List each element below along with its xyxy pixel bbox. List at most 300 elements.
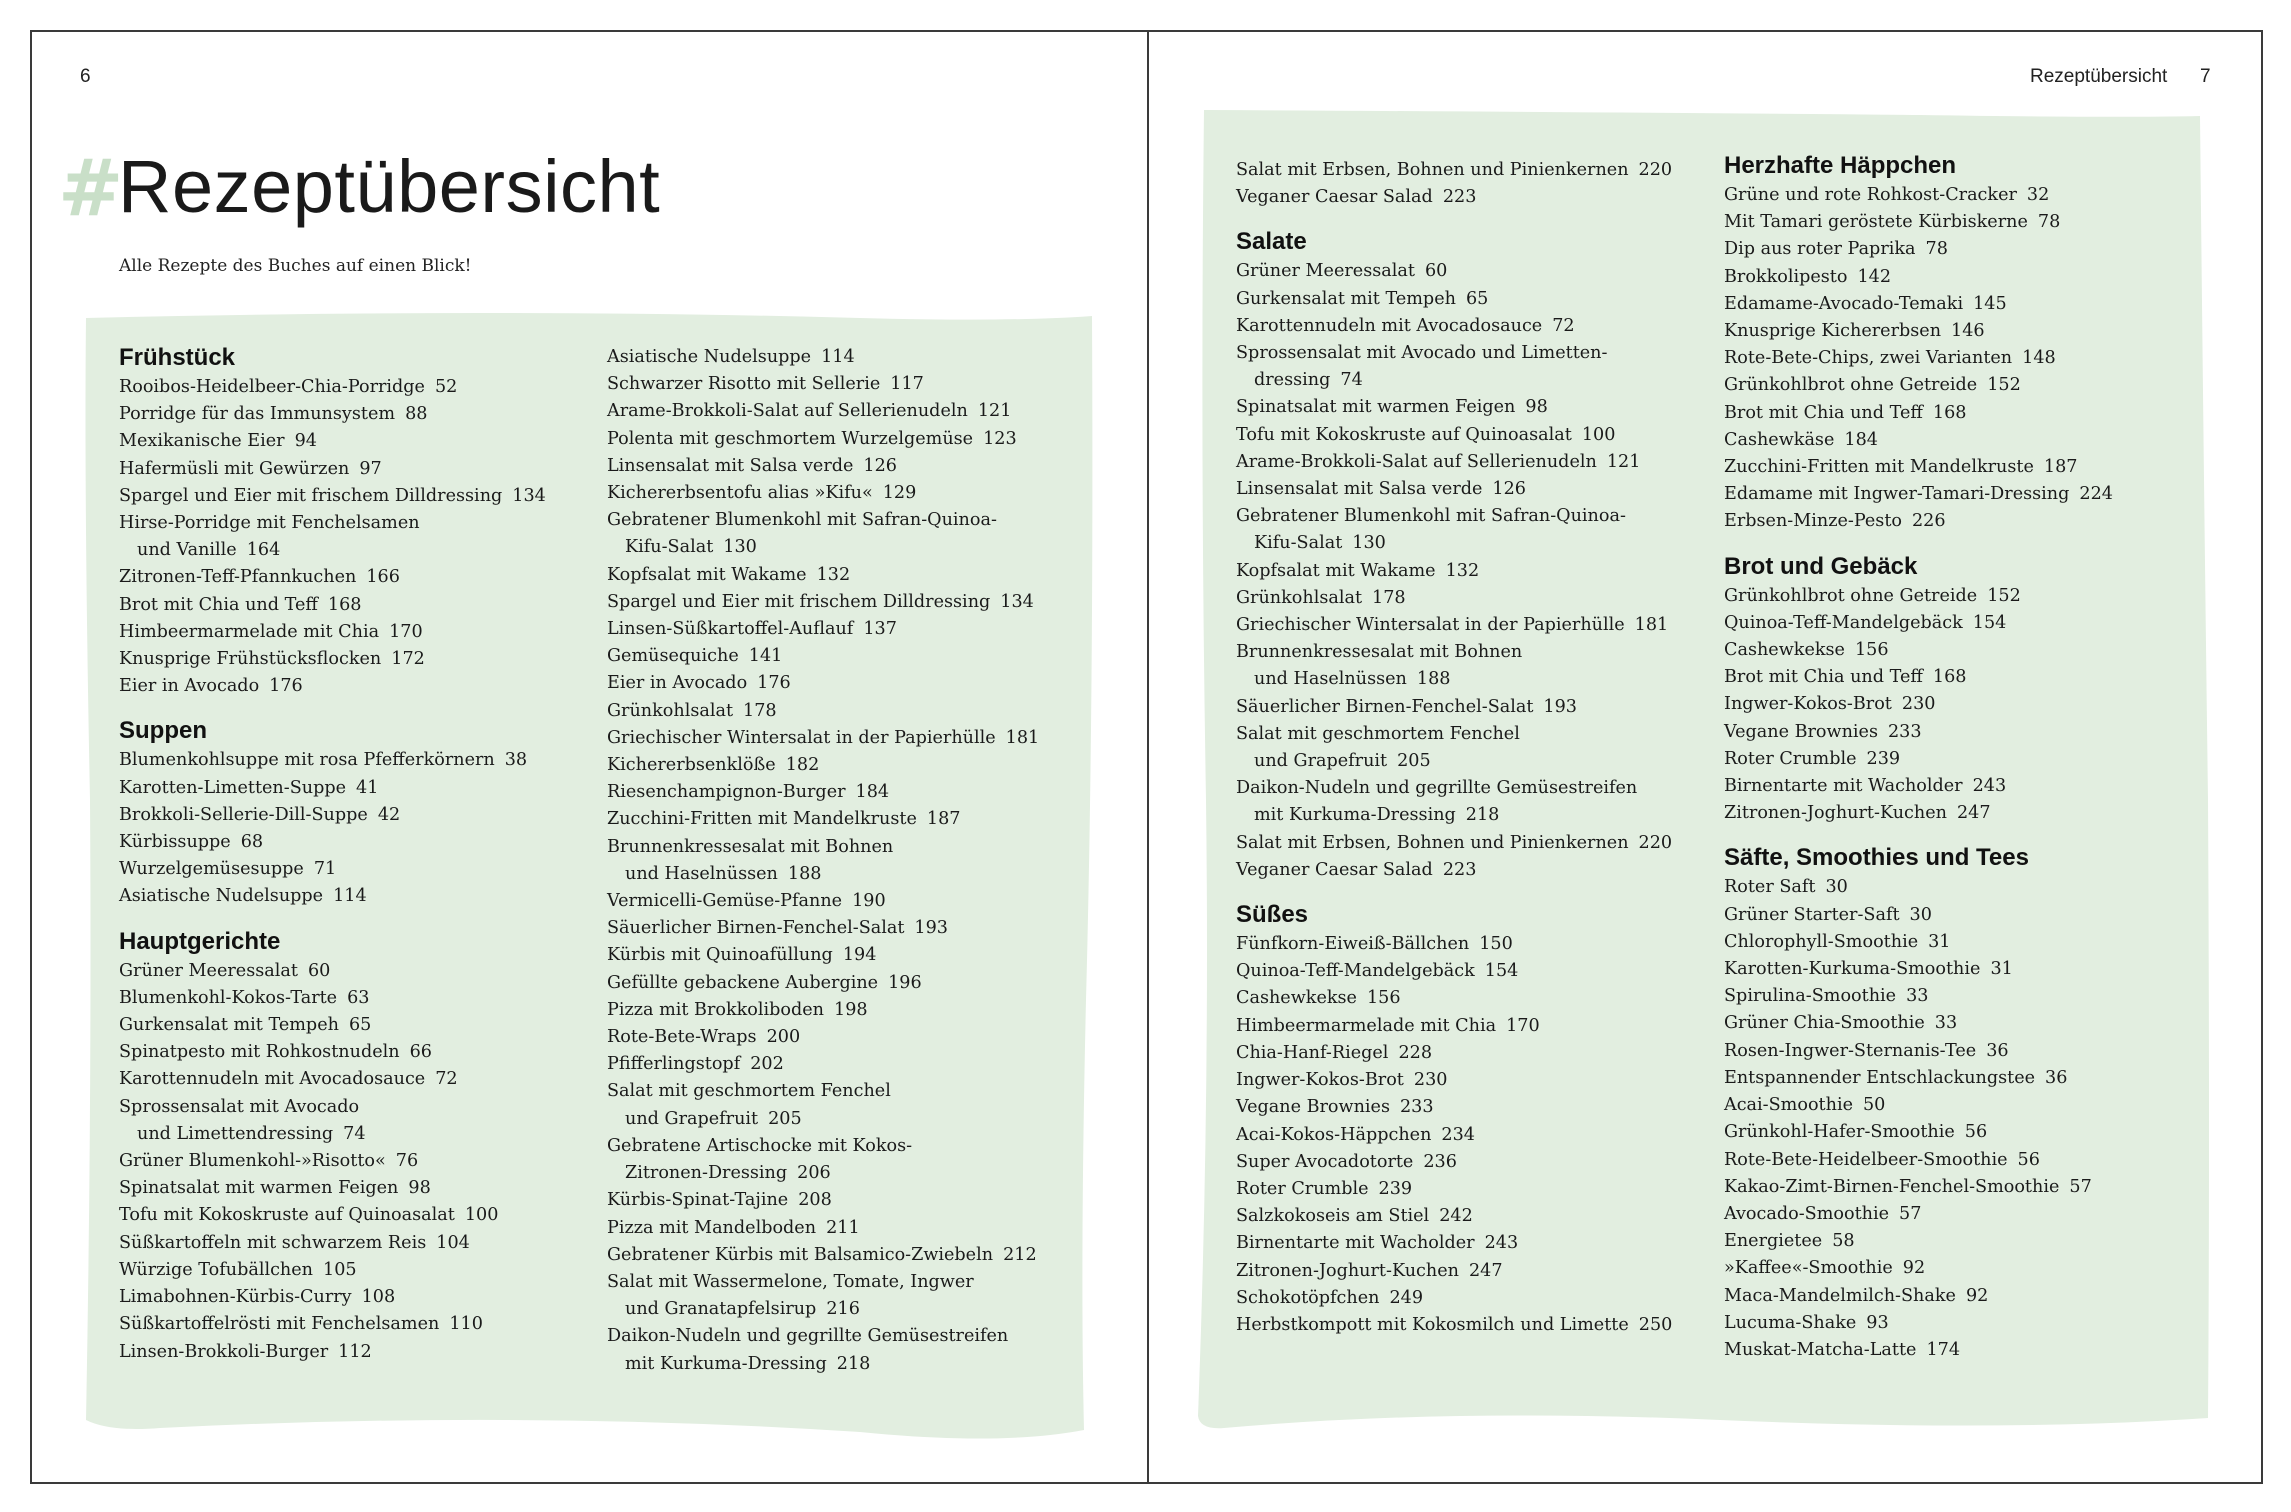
recipe-name-text: Zucchini-Fritten mit Mandelkruste — [1724, 457, 2034, 478]
recipe-name-text: Birnentarte mit Wacholder — [1724, 776, 1963, 797]
recipe-name-text: Schwarzer Risotto mit Sellerie — [607, 374, 881, 395]
page-reference: 181 — [1005, 727, 1040, 748]
recipe-name-text: Süßkartoffelrösti mit Fenchelsamen — [119, 1314, 440, 1335]
recipe-name — [1724, 803, 1991, 823]
recipe-name-text: Chlorophyll-Smoothie — [1724, 931, 1919, 952]
recipe-name — [1236, 425, 1615, 445]
recipe-name — [1724, 986, 1928, 1006]
page-reference: 194 — [842, 945, 877, 966]
index-entry — [607, 1187, 1077, 1214]
page-reference: 168 — [327, 594, 362, 615]
recipe-name — [607, 755, 819, 775]
recipe-name-text: Riesenchampignon-Burger — [607, 782, 846, 803]
recipe-name-text: Entspannender Entschlackungstee — [1724, 1067, 2036, 1088]
recipe-name-text: Kürbis-Spinat-Tajine — [607, 1190, 789, 1211]
recipe-name — [1724, 877, 1848, 897]
recipe-name-text: Zitronen-Joghurt-Kuchen — [1236, 1260, 1459, 1281]
index-entry — [607, 970, 1077, 997]
recipe-name — [607, 374, 924, 394]
recipe-name-text: Knusprige Kichererbsen — [1724, 321, 1942, 342]
page-reference: 198 — [834, 999, 868, 1020]
index-entry — [1724, 1337, 2194, 1364]
recipe-name — [1236, 1179, 1412, 1199]
page-reference: 132 — [1445, 560, 1480, 581]
index-entry — [1724, 1283, 2194, 1310]
recipe-name — [119, 1178, 431, 1198]
page-reference: 170 — [1506, 1015, 1540, 1036]
recipe-name — [1236, 961, 1518, 981]
recipe-name-text: Veganer Caesar Salad — [1236, 187, 1433, 208]
index-entry — [1236, 1040, 1706, 1067]
page-reference: 72 — [435, 1069, 458, 1090]
recipe-name-text: Limabohnen-Kürbis-Curry — [119, 1287, 352, 1308]
page-reference: 60 — [307, 960, 331, 981]
page-reference: 223 — [1442, 859, 1477, 880]
recipe-name-text: Vegane Brownies — [1236, 1097, 1390, 1118]
recipe-name-text: Avocado-Smoothie — [1724, 1203, 1890, 1224]
recipe-name: Salat mit geschmortem Fenchel — [607, 1081, 891, 1102]
recipe-name — [1724, 1258, 1925, 1278]
recipe-name-text: Brot mit Chia und Teff — [119, 594, 318, 615]
index-entry — [1236, 721, 1706, 775]
recipe-name-text: Wurzelgemüsesuppe — [119, 859, 304, 880]
recipe-name-text: Hafermüsli mit Gewürzen — [119, 458, 350, 479]
recipe-name-text: Quinoa-Teff-Mandelgebäck — [1236, 961, 1475, 982]
recipe-name — [119, 649, 425, 669]
index-entry — [119, 401, 589, 428]
index-entry — [1724, 583, 2194, 610]
page-reference: 247 — [1468, 1260, 1503, 1281]
index-column-right-2 — [1724, 152, 2194, 1381]
recipe-name-text: Ingwer-Kokos-Brot — [1724, 694, 1892, 715]
index-entry — [1724, 1147, 2194, 1174]
recipe-name-text: Grünkohlsalat — [607, 700, 734, 721]
recipe-name — [607, 918, 948, 938]
recipe-name-text: Spinatsalat mit warmen Feigen — [119, 1178, 399, 1199]
recipe-name — [607, 534, 1077, 561]
recipe-name-text: Cashewkekse — [1724, 640, 1845, 661]
page-reference: 63 — [347, 987, 370, 1008]
page-reference: 150 — [1479, 934, 1513, 955]
index-entry — [607, 1242, 1077, 1269]
index-column-left-1 — [119, 344, 589, 1383]
index-section — [1724, 844, 2194, 1364]
recipe-name-text: Kopfsalat mit Wakame — [607, 564, 807, 585]
recipe-name-text: Zucchini-Fritten mit Mandelkruste — [607, 809, 917, 830]
index-entry — [119, 1175, 589, 1202]
recipe-name-text: Roter Crumble — [1236, 1178, 1369, 1199]
recipe-name — [119, 404, 427, 424]
page-reference: 60 — [1424, 261, 1448, 282]
recipe-name-text: Pizza mit Brokkoliboden — [607, 999, 825, 1020]
recipe-name-text: Karottennudeln mit Avocadosauce — [119, 1069, 426, 1090]
recipe-name — [1724, 267, 1891, 287]
recipe-name-text: Kürbis mit Quinoafüllung — [607, 945, 833, 966]
index-entry — [119, 856, 589, 883]
section-heading: Salate — [1236, 228, 1307, 256]
index-entry — [1236, 558, 1706, 585]
recipe-name-text: Acai-Smoothie — [1724, 1095, 1853, 1116]
index-entry — [1724, 427, 2194, 454]
recipe-name-text: Karottennudeln mit Avocadosauce — [1236, 315, 1543, 336]
index-entry — [1724, 1010, 2194, 1037]
recipe-name-text: Kürbissuppe — [119, 832, 231, 853]
recipe-name-text: Linsensalat mit Salsa verde — [1236, 479, 1483, 500]
index-entry — [119, 510, 589, 564]
index-entry — [1236, 476, 1706, 503]
recipe-name-text: »Kaffee«-Smoothie — [1724, 1258, 1893, 1279]
index-entry — [607, 453, 1077, 480]
recipe-name-text: Tofu mit Kokoskruste auf Quinoasalat — [1236, 424, 1572, 445]
page-reference: 233 — [1399, 1097, 1434, 1118]
recipe-name-text: Gebratener Kürbis mit Balsamico-Zwiebeln — [607, 1244, 994, 1265]
recipe-name-text: und Haselnüssen — [1254, 669, 1407, 690]
index-entry — [119, 1284, 589, 1311]
index-entry — [1236, 1094, 1706, 1121]
page-reference: 65 — [348, 1015, 372, 1036]
index-entry — [1236, 1230, 1706, 1257]
recipe-name-text: Karotten-Kurkuma-Smoothie — [1724, 959, 1981, 980]
recipe-name — [1724, 667, 1966, 687]
recipe-name — [1236, 1261, 1503, 1281]
recipe-name — [1724, 511, 1946, 531]
recipe-name — [119, 859, 336, 879]
index-entry — [119, 747, 589, 774]
recipe-name — [1724, 640, 1889, 660]
recipe-name-text: Spargel und Eier mit frischem Dilldressing — [119, 485, 503, 506]
recipe-name: Salat mit geschmortem Fenchel — [1236, 723, 1520, 744]
page-reference: 52 — [434, 377, 458, 397]
recipe-name-text: und Grapefruit — [625, 1108, 759, 1129]
page-reference: 145 — [1973, 293, 2007, 314]
index-entry — [607, 589, 1077, 616]
recipe-name-text: Veganer Caesar Salad — [1236, 859, 1433, 880]
section-heading: Säfte, Smoothies und Tees — [1724, 844, 2029, 872]
recipe-name: Sprossensalat mit Avocado und Limetten- — [1236, 343, 1608, 364]
recipe-name-text: Knusprige Frühstücksflocken — [119, 649, 382, 670]
recipe-name — [1724, 1204, 1921, 1224]
recipe-name-text: Tofu mit Kokoskruste auf Quinoasalat — [119, 1205, 455, 1226]
recipe-name — [1236, 1125, 1475, 1145]
index-section — [119, 928, 589, 1366]
recipe-name — [1724, 694, 1935, 714]
index-entry — [119, 673, 589, 700]
recipe-name-text: Ingwer-Kokos-Brot — [1236, 1070, 1404, 1091]
index-entry — [607, 997, 1077, 1024]
index-entry — [1724, 508, 2194, 535]
index-entry — [607, 888, 1077, 915]
page-reference: 57 — [1899, 1203, 1922, 1224]
recipe-name — [119, 1287, 395, 1307]
index-entry — [1724, 874, 2194, 901]
recipe-name-text: Himbeermarmelade mit Chia — [1236, 1015, 1497, 1036]
page-reference: 211 — [826, 1217, 860, 1238]
page-reference: 88 — [405, 404, 428, 425]
index-entry — [1724, 291, 2194, 318]
index-entry — [1724, 1038, 2194, 1065]
recipe-name-text: Maca-Mandelmilch-Shake — [1724, 1285, 1956, 1306]
recipe-name-text: Süßkartoffeln mit schwarzem Reis — [119, 1232, 427, 1253]
recipe-name-text: Birnentarte mit Wacholder — [1236, 1233, 1475, 1254]
page-reference: 100 — [464, 1205, 499, 1226]
section-heading: Brot und Gebäck — [1724, 552, 1918, 580]
page-reference: 56 — [2017, 1149, 2040, 1170]
index-entry — [1236, 612, 1706, 639]
recipe-name — [607, 1190, 832, 1210]
page-reference: 97 — [359, 458, 382, 479]
recipe-name-text: Vegane Brownies — [1724, 721, 1878, 742]
index-entry — [1724, 1310, 2194, 1337]
page-reference: 71 — [313, 859, 337, 880]
index-entry — [607, 643, 1077, 670]
recipe-name — [119, 1151, 418, 1171]
recipe-name — [119, 1260, 357, 1280]
recipe-name-text: Zitronen-Teff-Pfannkuchen — [119, 567, 357, 588]
page-reference: 178 — [1372, 587, 1406, 608]
page-reference: 164 — [246, 540, 281, 561]
index-entry — [119, 985, 589, 1012]
page-reference: 130 — [1352, 533, 1386, 554]
page-reference: 134 — [512, 485, 546, 506]
page-reference: 78 — [2037, 212, 2061, 233]
index-entry — [1724, 454, 2194, 481]
index-entry — [119, 456, 589, 483]
recipe-name-text: Erbsen-Minze-Pesto — [1724, 511, 1902, 532]
recipe-name-text: Salat mit Erbsen, Bohnen und Pinienkernen — [1236, 160, 1629, 180]
page-reference: 205 — [768, 1108, 802, 1129]
page-reference: 100 — [1581, 424, 1616, 445]
page-reference: 233 — [1887, 721, 1922, 742]
page-reference: 114 — [821, 347, 855, 367]
index-entry — [1236, 313, 1706, 340]
recipe-name — [119, 805, 400, 825]
recipe-name-text: Pfifferlingstopf — [607, 1054, 741, 1075]
page-reference: 137 — [863, 619, 897, 640]
page-reference: 218 — [836, 1353, 871, 1374]
recipe-name — [607, 1218, 860, 1238]
recipe-name: Gebratene Artischocke mit Kokos- — [607, 1135, 913, 1156]
page-reference: 74 — [343, 1123, 366, 1144]
recipe-name — [607, 1245, 1037, 1265]
page-reference: 105 — [323, 1259, 357, 1280]
index-entry — [1236, 449, 1706, 476]
page-reference: 156 — [1366, 988, 1401, 1009]
page-reference: 181 — [1634, 615, 1669, 636]
page-reference: 223 — [1442, 187, 1477, 208]
recipe-name — [607, 565, 850, 585]
index-entry — [607, 1215, 1077, 1242]
recipe-name — [119, 567, 400, 587]
page-reference: 230 — [1901, 694, 1936, 715]
index-entry — [119, 958, 589, 985]
recipe-name — [1236, 588, 1406, 608]
recipe-name — [1724, 239, 1948, 259]
recipe-name — [1724, 776, 2006, 796]
recipe-name: Gebratener Blumenkohl mit Safran-Quinoa- — [1236, 506, 1626, 527]
recipe-name-text: Grüner Chia-Smoothie — [1724, 1013, 1925, 1034]
index-entry — [607, 942, 1077, 969]
index-entry — [607, 371, 1077, 398]
page-reference: 188 — [787, 863, 822, 884]
recipe-name-text: Rosen-Ingwer-Sternanis-Tee — [1724, 1040, 1977, 1061]
page-reference: 146 — [1951, 321, 1985, 342]
index-section — [1724, 152, 2194, 536]
index-entry — [607, 1078, 1077, 1132]
recipe-name — [119, 459, 382, 479]
recipe-name — [607, 782, 889, 802]
recipe-name-text: Gefüllte gebackene Aubergine — [607, 972, 879, 993]
recipe-name — [1724, 1013, 1957, 1033]
recipe-name-text: Grüne und rote Rohkost-Cracker — [1724, 185, 2017, 205]
recipe-name — [1724, 185, 2049, 205]
recipe-name-text: Kifu-Salat — [1254, 533, 1343, 554]
recipe-name-text: Blumenkohl-Kokos-Tarte — [119, 987, 338, 1008]
recipe-name-text: Roter Crumble — [1724, 748, 1857, 769]
page-title: Rezeptübersicht — [118, 145, 661, 228]
recipe-name — [1236, 289, 1488, 309]
page-reference: 65 — [1465, 288, 1489, 309]
recipe-name-text: Mexikanische Eier — [119, 431, 285, 452]
index-entry — [607, 779, 1077, 806]
recipe-name-text: Brot mit Chia und Teff — [1724, 402, 1923, 423]
index-section — [1724, 553, 2194, 828]
recipe-name-text: mit Kurkuma-Dressing — [1254, 805, 1456, 826]
recipe-name — [1724, 1313, 1889, 1333]
recipe-name — [1724, 586, 2021, 606]
page-reference: 68 — [240, 832, 264, 853]
recipe-name — [1724, 1095, 1885, 1115]
recipe-name — [119, 431, 317, 451]
page-reference: 141 — [748, 646, 783, 667]
index-entry — [607, 1133, 1077, 1187]
index-entry — [1724, 691, 2194, 718]
recipe-name — [607, 1000, 868, 1020]
page-reference: 58 — [1832, 1231, 1855, 1252]
recipe-name — [1724, 1177, 2092, 1197]
index-entry — [1724, 929, 2194, 956]
recipe-name — [119, 750, 527, 770]
recipe-name — [1724, 1286, 1988, 1306]
index-entry — [1236, 184, 1706, 211]
page-reference: 94 — [294, 431, 317, 452]
recipe-name — [119, 676, 303, 696]
page-reference: 220 — [1638, 160, 1673, 180]
index-entry — [119, 802, 589, 829]
recipe-name — [607, 483, 916, 503]
page-reference: 184 — [855, 782, 890, 803]
page-reference: 174 — [1926, 1339, 1961, 1360]
recipe-name-text: Muskat-Matcha-Latte — [1724, 1339, 1917, 1360]
recipe-name-text: und Haselnüssen — [625, 863, 778, 884]
recipe-name-text: Kichererbsentofu alias »Kifu« — [607, 483, 873, 504]
recipe-name — [119, 1121, 589, 1148]
index-section — [1236, 228, 1706, 884]
index-section — [1236, 157, 1706, 211]
recipe-name — [1236, 833, 1672, 853]
recipe-name — [607, 701, 777, 721]
page-reference: 243 — [1484, 1233, 1519, 1254]
recipe-name — [1236, 316, 1575, 336]
index-entry — [607, 670, 1077, 697]
page-reference: 154 — [1484, 961, 1519, 982]
recipe-name-text: Vermicelli-Gemüse-Pfanne — [607, 891, 843, 912]
recipe-name — [607, 891, 886, 911]
index-entry — [1724, 664, 2194, 691]
recipe-name — [1724, 1231, 1855, 1251]
index-entry — [1724, 1174, 2194, 1201]
recipe-name-text: Cashewkäse — [1724, 429, 1835, 450]
index-entry — [119, 483, 589, 510]
recipe-name-text: Spirulina-Smoothie — [1724, 986, 1897, 1007]
index-entry — [1724, 1119, 2194, 1146]
recipe-name — [607, 728, 1039, 748]
recipe-name-text: Kakao-Zimt-Birnen-Fenchel-Smoothie — [1724, 1176, 2060, 1197]
recipe-name — [119, 961, 330, 981]
recipe-name-text: Grünkohl-Hafer-Smoothie — [1724, 1122, 1955, 1143]
page-reference: 56 — [1964, 1122, 1988, 1143]
recipe-name-text: Rote-Bete-Wraps — [607, 1027, 757, 1048]
recipe-name — [607, 809, 960, 829]
recipe-name — [1724, 212, 2060, 232]
recipe-name — [607, 456, 897, 476]
recipe-name — [607, 646, 782, 666]
page-reference: 76 — [395, 1151, 419, 1172]
recipe-name — [607, 1160, 1077, 1187]
index-entry — [119, 564, 589, 591]
page-reference: 208 — [798, 1190, 832, 1211]
recipe-name — [1236, 261, 1447, 281]
recipe-name — [1724, 294, 2007, 314]
recipe-name-text: Edamame-Avocado-Temaki — [1724, 293, 1964, 314]
index-entry — [607, 426, 1077, 453]
recipe-name — [1236, 1043, 1432, 1063]
recipe-name — [1236, 1070, 1447, 1090]
recipe-name-text: Salzkokoseis am Stiel — [1236, 1206, 1430, 1227]
recipe-name-text: Karotten-Limetten-Suppe — [119, 777, 347, 798]
index-entry — [607, 1051, 1077, 1078]
recipe-name-text: und Vanille — [137, 540, 237, 561]
index-column-right-1 — [1236, 157, 1706, 1356]
recipe-name — [1724, 403, 1966, 423]
page-reference: 31 — [1990, 959, 2013, 980]
page-reference: 176 — [269, 676, 303, 697]
index-entry — [1724, 1201, 2194, 1228]
recipe-name-text: Grüner Starter-Saft — [1724, 904, 1900, 925]
recipe-name-text: Roter Saft — [1724, 877, 1816, 898]
index-entry — [1724, 182, 2194, 209]
recipe-name-text: Säuerlicher Birnen-Fenchel-Salat — [1236, 696, 1534, 717]
page-reference: 42 — [377, 804, 401, 825]
page-reference: 200 — [766, 1027, 801, 1048]
recipe-name — [119, 1069, 458, 1089]
index-entry — [1236, 1013, 1706, 1040]
index-entry — [1724, 481, 2194, 508]
page-reference: 236 — [1423, 1151, 1457, 1172]
index-entry — [607, 1269, 1077, 1323]
index-entry — [1724, 1065, 2194, 1092]
page-reference: 30 — [1825, 877, 1848, 898]
index-entry — [119, 1094, 589, 1148]
recipe-name-text: Rooibos-Heidelbeer-Chia-Porridge — [119, 377, 425, 397]
recipe-name-text: Grünkohlbrot ohne Getreide — [1724, 585, 1978, 606]
recipe-name — [1236, 697, 1577, 717]
page-reference: 220 — [1638, 832, 1673, 853]
recipe-name — [1724, 932, 1951, 952]
section-heading: Hauptgerichte — [119, 927, 281, 955]
recipe-name-text: Edamame mit Ingwer-Tamari-Dressing — [1724, 484, 2070, 505]
page-reference: 154 — [1972, 612, 2007, 633]
page-reference: 205 — [1397, 751, 1431, 772]
